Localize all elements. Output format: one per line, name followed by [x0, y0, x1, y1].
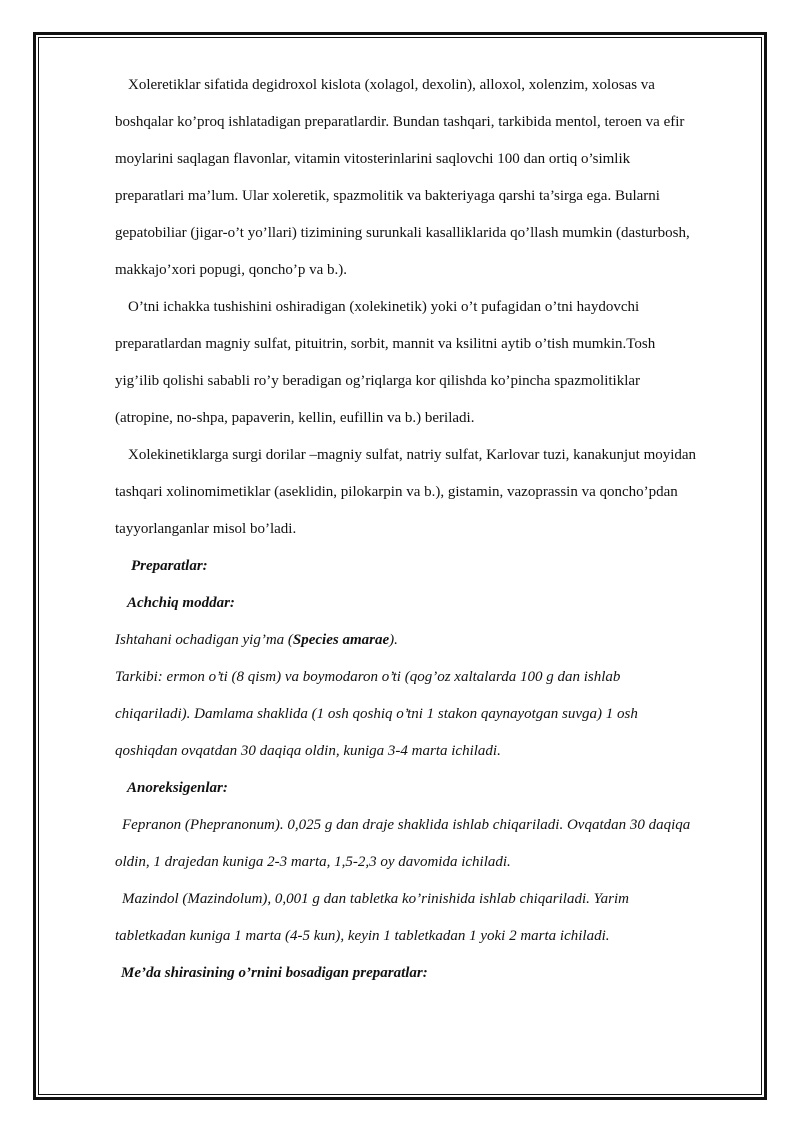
- text-line: tashqari xolinomimetiklar (aseklidin, pilokarpin va b.), gistamin, vazoprassin va qoncho’pdan: [115, 484, 678, 500]
- text-line: preparatlari ma’lum. Ular xoleretik, spazmolitik va bakteriyaga qarshi ta’sirga ega. Bularni: [115, 188, 660, 204]
- species-line: [115, 632, 398, 649]
- text-line: moylarini saqlagan flavonlar, vitamin vitosterinlarini saqlovchi 100 dan ortiq o’simlik: [115, 151, 631, 167]
- species-suffix: ).: [389, 632, 398, 648]
- text-line: Xoleretiklar sifatida degidroxol kislota (xolagol, dexolin), alloxol, xolenzim, xolosas va: [128, 77, 655, 93]
- text-line: preparatlardan magniy sulfat, pituitrin, sorbit, mannit va ksilitni aytib o’tish mumkin.Tosh: [115, 336, 656, 352]
- text-line: tabletkadan kuniga 1 marta (4-5 kun), keyin 1 tabletkadan 1 yoki 2 marta ichiladi.: [115, 928, 610, 944]
- text-line: (atropine, no-shpa, papaverin, kellin, eufillin va b.) beriladi.: [115, 410, 475, 426]
- text-line: yig’ilib qolishi sababli ro’y beradigan og’riqlarga kor qilishda ko’pincha spazmolitiklar: [115, 373, 641, 389]
- text-line: Mazindol (Mazindolum), 0,001 g dan tabletka ko’rinishida ishlab chiqariladi. Yarim: [122, 891, 629, 907]
- text-line: Tarkibi: ermon o’ti (8 qism) va boymodaron o’ti (qog’oz xaltalarda 100 g dan ishlab: [115, 669, 621, 685]
- text-line: qoshiqdan ovqatdan 30 daqiqa oldin, kuniga 3-4 marta ichiladi.: [115, 743, 501, 759]
- species-latin-name: Species amarae: [292, 632, 390, 648]
- heading-preparatlar: Preparatlar:: [131, 558, 208, 574]
- heading-meda-shirasi: Me’da shirasining o’rnini bosadigan preparatlar:: [121, 965, 428, 981]
- text-line: gepatobiliar (jigar-o’t yo’llari) tizimining surunkali kasalliklarida qo’llash mumkin (dasturbosh,: [115, 225, 690, 241]
- text-line: boshqalar ko’proq ishlatadigan preparatlardir. Bundan tashqari, tarkibida mentol, teroen va efir: [115, 114, 685, 130]
- text-line: Fepranon (Phepranonum). 0,025 g dan draje shaklida ishlab chiqariladi. Ovqatdan 30 daqiqa: [122, 817, 691, 833]
- text-line: Xolekinetiklarga surgi dorilar –magniy sulfat, natriy sulfat, Karlovar tuzi, kanakunjut moyidan: [128, 447, 697, 463]
- heading-anoreksigenlar: Anoreksigenlar:: [127, 780, 228, 796]
- heading-achchiq-moddar: Achchiq moddar:: [127, 595, 235, 611]
- text-line: oldin, 1 drajedan kuniga 2-3 marta, 1,5-2,3 oy davomida ichiladi.: [115, 854, 511, 870]
- text-line: O’tni ichakka tushishini oshiradigan (xolekinetik) yoki o’t pufagidan o’tni haydovchi: [128, 299, 640, 315]
- text-line: tayyorlanganlar misol bo’ladi.: [115, 521, 297, 537]
- species-prefix: Ishtahani ochadigan yig’ma (: [115, 632, 293, 648]
- text-line: makkajo’xori popugi, qoncho’p va b.).: [115, 262, 348, 278]
- text-line: chiqariladi). Damlama shaklida (1 osh qoshiq o’tni 1 stakon qaynayotgan suvga) 1 osh: [115, 706, 638, 722]
